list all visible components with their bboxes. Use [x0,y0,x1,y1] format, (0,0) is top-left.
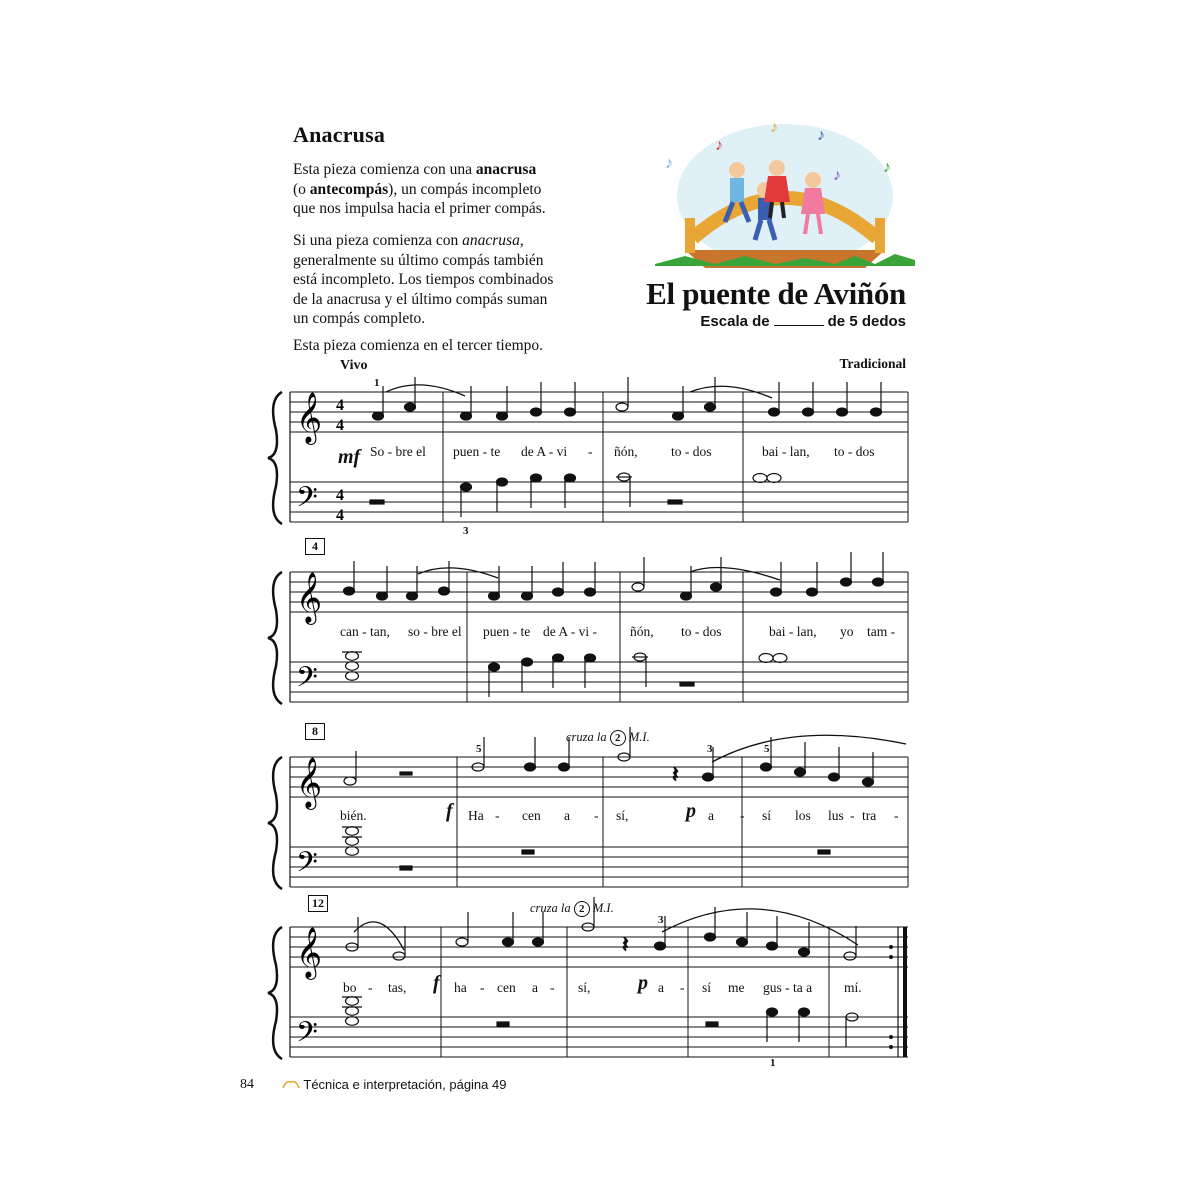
svg-text:♪: ♪ [833,167,841,184]
lyric-syllable: los [795,808,811,823]
tempo-marking: Vivo [340,358,368,373]
svg-text:♪: ♪ [883,159,891,176]
lyric-syllable: So - bre el [370,444,426,459]
treble-notes [373,377,882,420]
lyric-syllable: bién. [340,808,367,823]
composer: Tradicional [839,356,906,371]
cross-text-before: cruza la [530,901,571,915]
para1-text-2: (o [293,180,310,198]
bass-notes [342,652,787,697]
circled-finger-number: 2 [574,901,590,917]
hands-icon [282,1078,300,1090]
fingering-number: 1 [374,377,380,389]
time-signature-top: 4 [336,397,344,414]
para1-text-3: ), un compás incompleto [388,180,542,198]
cross-text-before: cruza la [566,730,607,744]
cross-text-after: M.I. [592,901,614,915]
para2-text-4: de la anacrusa y el último compás suman [293,290,548,308]
slurs [418,568,780,581]
bass-staff [290,847,908,887]
bass-clef-icon: 𝄢 [296,1018,318,1055]
svg-text:𝄽: 𝄽 [672,762,679,787]
time-signature-bottom: 4 [336,487,344,504]
lyric-syllable: a [658,980,664,995]
treble-clef-icon: 𝄞 [296,393,323,442]
lyric-syllable: - [480,980,485,995]
lyric-syllable: cen [522,808,541,823]
para1-text-4: que nos impulsa hacia el primer compás. [293,200,546,217]
dynamic-marking: p [686,800,696,822]
measure-number: 12 [308,895,328,912]
bass-staff [290,1017,908,1057]
grand-staff-brace [268,927,282,1059]
treble-clef-icon: 𝄞 [296,928,323,977]
bass-clef-icon: 𝄢 [296,663,318,700]
fingering-number: 3 [463,525,469,537]
footer-reference [282,1077,506,1092]
lyric-syllable: - [594,808,599,823]
treble-clef-icon: 𝄞 [296,573,323,622]
para1-bold-1: anacrusa [475,161,537,178]
svg-text:♪: ♪ [817,127,825,144]
lyric-syllable: bo [343,980,357,995]
dynamic-marking: p [638,972,648,994]
para2-italic-1: anacrusa, [462,232,524,249]
intro-paragraph-3: Esta pieza comienza en el tercer tiempo. [293,337,544,354]
lyric-syllable: - [894,808,899,823]
fingering-number: 1 [770,1057,776,1069]
para2-text-2: generalmente su último compás también [293,251,544,269]
subtitle-before: Escala de [700,313,770,330]
para2-text-3: está incompleto. Los tiempos combinados [293,271,554,288]
fingering-number: 3 [658,914,664,926]
treble-staff [290,757,908,797]
lyric-syllable: - [680,980,685,995]
lyric-syllable: sí, [578,980,591,995]
grand-staff-brace [268,572,282,704]
para1-text-1: Esta pieza comienza con una [293,161,476,178]
fingering-number: 5 [476,743,482,755]
dynamic-marking: f [446,800,453,822]
time-signature-bottom: 4 [336,507,344,524]
lyric-syllable: yo [840,624,854,639]
lyric-syllable: - [588,444,593,459]
slurs [386,385,772,398]
lyric-syllable: cen [497,980,516,995]
page-number: 84 [240,1077,254,1092]
lyric-syllable: tra [862,808,877,823]
lyric-syllable: bai - lan, [769,624,817,639]
svg-text:𝄽: 𝄽 [622,932,629,957]
lyric-syllable: so - bre el [408,624,462,639]
lyric-syllable: tam - [867,624,896,639]
bass-staff [290,662,908,702]
para1-bold-2: antecompás [309,180,389,198]
lyric-syllable: - [850,808,855,823]
svg-text:♪: ♪ [665,155,673,172]
lyric-syllable: - [495,808,500,823]
grand-staff-brace [268,392,282,524]
lyric-syllable: can - tan, [340,624,390,639]
lyric-syllable: de A - vi - [543,624,597,639]
lyric-syllable: a [532,980,538,995]
lyric-syllable: to - dos [671,444,712,459]
lyric-syllable: - [740,808,745,823]
lyric-syllable: tas, [388,980,407,995]
treble-notes [344,552,884,600]
lyric-syllable: bai - lan, [762,444,810,459]
dynamic-marking: mf [338,446,361,468]
fingering-number: 3 [707,743,713,755]
subtitle-after: de 5 dedos [827,313,906,330]
measure-number: 4 [305,538,325,555]
bass-notes [342,827,830,870]
circled-finger-number: 2 [610,730,626,746]
lyric-syllable: ñón, [630,624,654,639]
bass-notes [370,473,781,517]
lyric-syllable: Ha [468,808,484,823]
cross-over-instruction [566,730,650,746]
slurs [712,735,906,762]
para2-text-5: un compás completo. [293,310,426,327]
lyric-syllable: ha [454,980,467,995]
piece-title: El puente de Aviñón [646,276,906,311]
treble-staff [290,927,908,967]
lyric-syllable: to - dos [681,624,722,639]
para2-text-1: Si una pieza comienza con [293,232,463,249]
svg-text:♪: ♪ [770,119,778,136]
lyric-syllable: - [550,980,555,995]
lyric-syllable: a [708,808,714,823]
lyric-syllable: me [728,980,745,995]
bass-notes [342,997,858,1047]
lyric-syllable: ñón, [614,444,638,459]
lyric-syllable: to - dos [834,444,875,459]
lyric-syllable: mí. [844,980,862,995]
time-signature-top: 4 [336,417,344,434]
lyric-syllable: gus - ta a [763,980,813,995]
grand-staff-brace [268,757,282,889]
lyric-syllable: puen - te [453,444,501,459]
section-heading: Anacrusa [293,122,386,147]
lyric-syllable: lus [828,808,844,823]
bass-clef-icon: 𝄢 [296,848,318,885]
svg-text:♪: ♪ [715,137,723,154]
treble-clef-icon: 𝄞 [296,758,323,807]
lyric-syllable: sí, [616,808,629,823]
lyric-syllable: - [368,980,373,995]
bass-clef-icon: 𝄢 [296,483,318,520]
cross-text-after: M.I. [628,730,650,744]
lyric-syllable: a [564,808,570,823]
footer-reference-text: Técnica e interpretación, página 49 [303,1077,507,1092]
cross-over-instruction [530,901,614,917]
lyric-syllable: sí [762,808,772,823]
dynamic-marking: f [433,972,440,994]
lyric-syllable: sí [702,980,712,995]
lyric-syllable: de A - vi [521,444,568,459]
system-4 [268,897,908,1059]
lyric-syllable: puen - te [483,624,531,639]
measure-number: 8 [305,723,325,740]
fingering-number: 5 [764,743,770,755]
